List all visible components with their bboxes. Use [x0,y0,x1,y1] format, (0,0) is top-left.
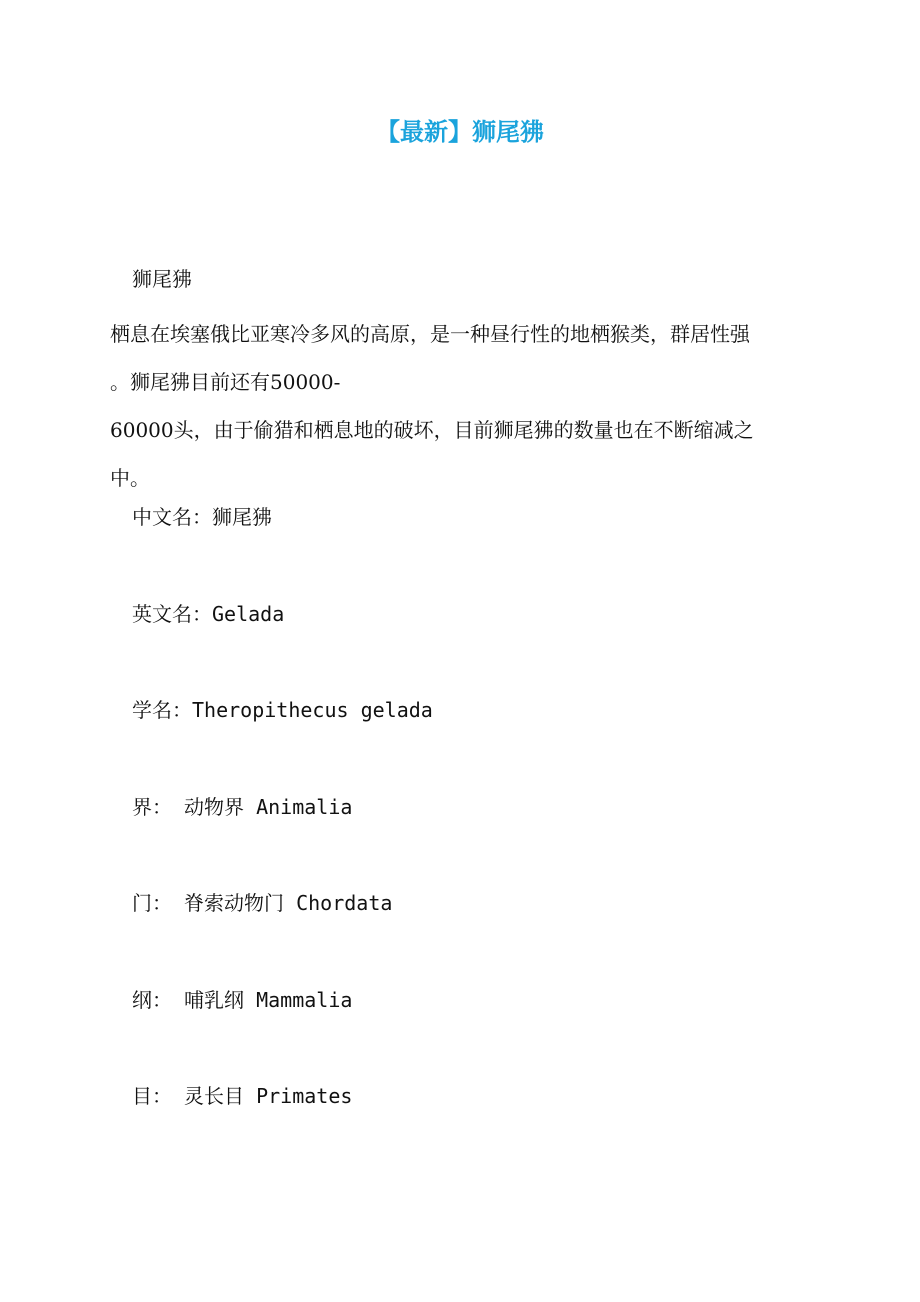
intro-line: 中。 [110,466,150,490]
field-label: 门： [132,891,185,915]
field-order [132,1079,433,1176]
intro-paragraph [110,310,810,502]
field-value: Gelada [212,601,285,626]
field-label: 英文名： [132,601,212,626]
field-label: 学名： [132,698,192,722]
intro-line: 60000头，由于偷猎和栖息地的破坏，目前狮尾狒的数量也在不断缩减之 [110,418,754,442]
field-label: 纲： [132,987,185,1012]
document-title: 【最新】狮尾狒 [376,118,544,146]
section-heading: 狮尾狒 [132,267,192,291]
field-label: 目： [132,1084,185,1108]
field-value: 脊索动物门 Chordata [184,891,393,915]
field-kingdom [132,790,433,887]
field-value: 哺乳纲 Mammalia [184,987,353,1012]
field-phylum [132,886,433,983]
field-value: 灵长目 Primates [184,1084,353,1108]
field-value: 动物界 Animalia [184,794,353,819]
field-chinese-name [132,500,433,597]
taxonomy-fields [132,500,433,1176]
field-english-name [132,597,433,694]
field-label: 界： [132,794,185,819]
field-label: 中文名： [132,505,212,529]
field-scientific-name [132,693,433,790]
field-value: 狮尾狒 [212,505,272,529]
field-value: Theropithecus gelada [192,698,433,722]
intro-line: 栖息在埃塞俄比亚寒冷多风的高原，是一种昼行性的地栖猴类，群居性强 [110,322,750,346]
field-class [132,983,433,1080]
intro-line: 。狮尾狒目前还有50000- [110,370,341,394]
